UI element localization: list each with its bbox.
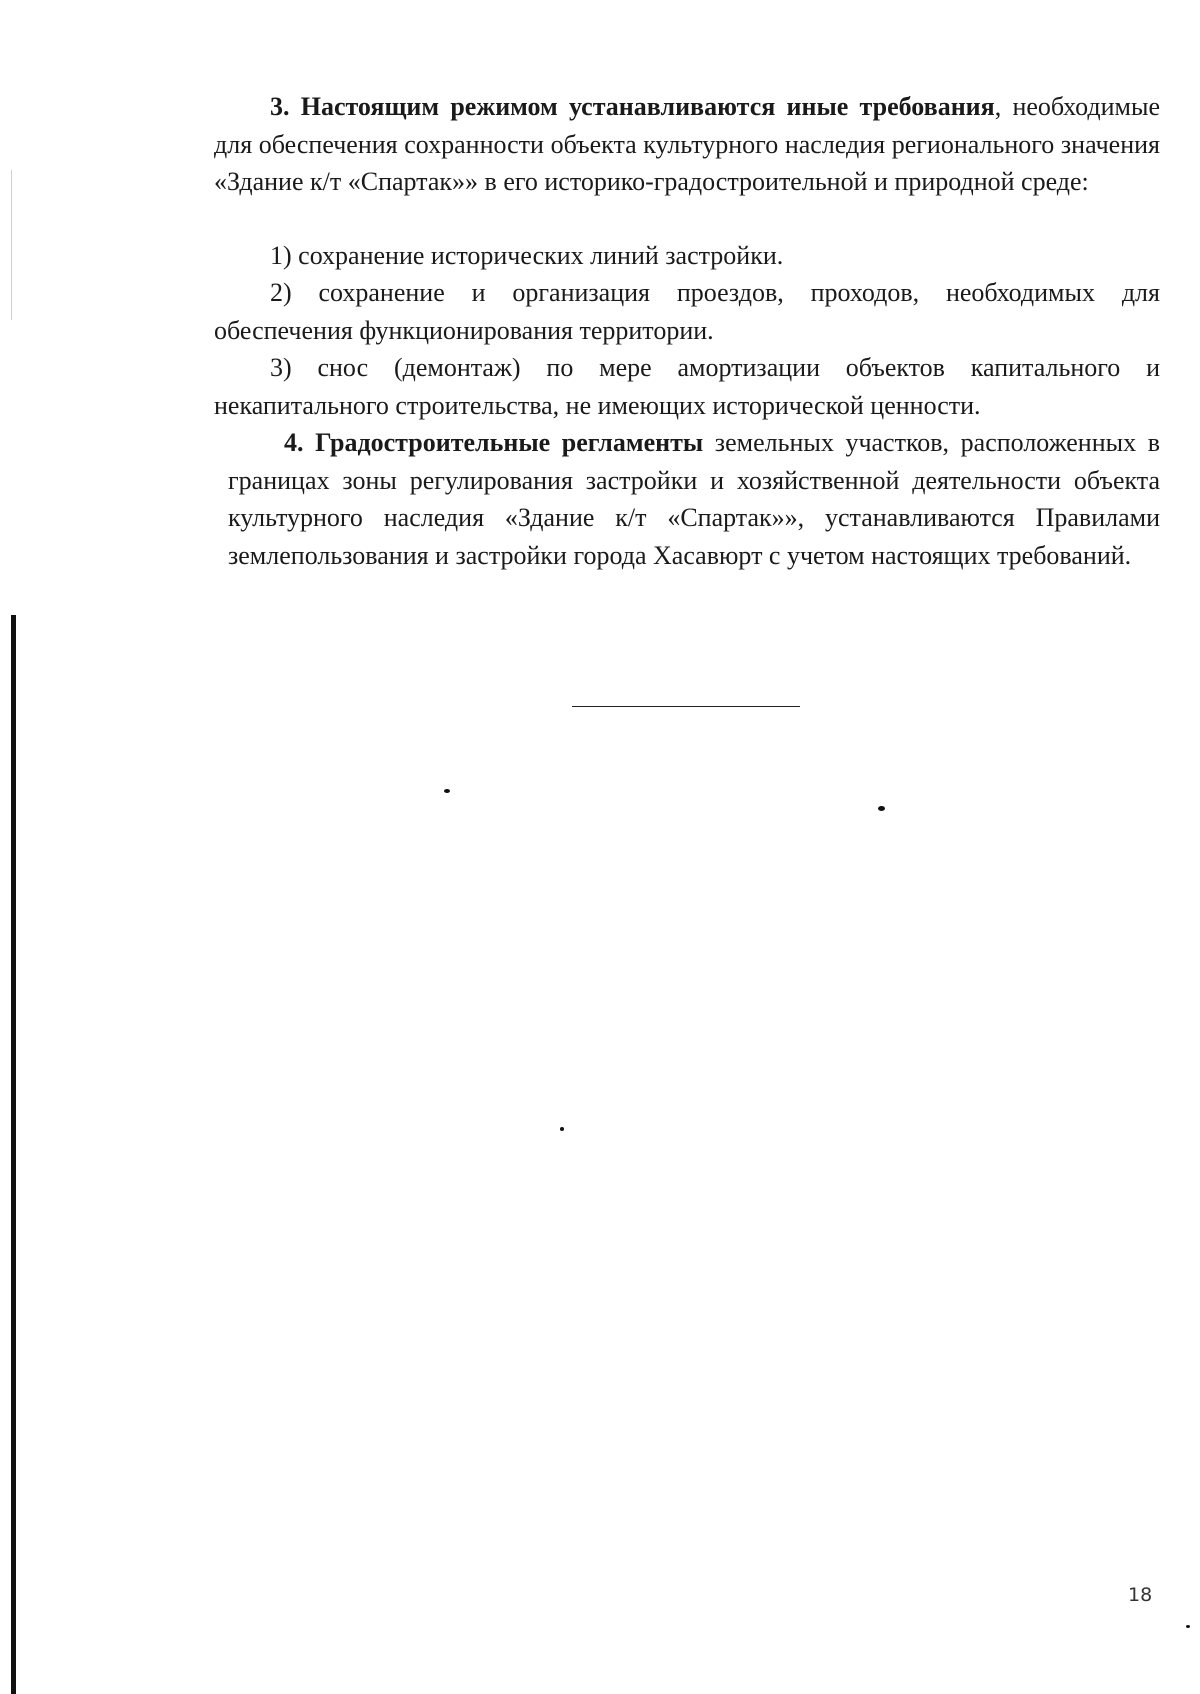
section-3-item-2: 2) сохранение и организация проездов, проходов, необходимых для обеспечения функционирования территории. [214,278,1160,345]
scan-edge-faint [11,170,12,320]
page-number: 18 [1128,1584,1153,1606]
section-3-number: 3. [270,92,290,121]
scan-edge [11,615,16,1694]
section-4-paragraph [228,424,1160,574]
scan-speck [444,789,450,793]
section-3-item-1: 1) сохранение исторических линий застройки. [270,241,784,270]
section-4-number: 4. [284,428,304,457]
section-3-text: , необходимые для обеспечения сохранности объекта культурного наследия регионального значения «Здание к/т «Спартак»» в его историко-градостроительной и природной среде: [214,92,1160,196]
section-3-item-3: 3) снос (демонтаж) по мере амортизации объектов капитального и некапитального строительства, не имеющих исторической ценности. [214,353,1160,420]
end-divider [572,706,800,707]
scan-speck [1186,1625,1190,1628]
section-3-bold-lead: Настоящим режимом устанавливаются иные требования [300,92,995,121]
section-4-text: земельных участков, расположенных в границах зоны регулирования застройки и хозяйственной деятельности объекта культурного наследия «Здание к/т «Спартак»», устанавливаются Правилами землепользования и застройки города Хасавюрт с учетом настоящих требований. [228,428,1161,570]
section-4-bold-lead: Градостроительные регламенты [315,428,704,457]
scan-speck [878,806,885,811]
scan-speck [560,1127,564,1131]
section-3-paragraph [214,88,1160,201]
